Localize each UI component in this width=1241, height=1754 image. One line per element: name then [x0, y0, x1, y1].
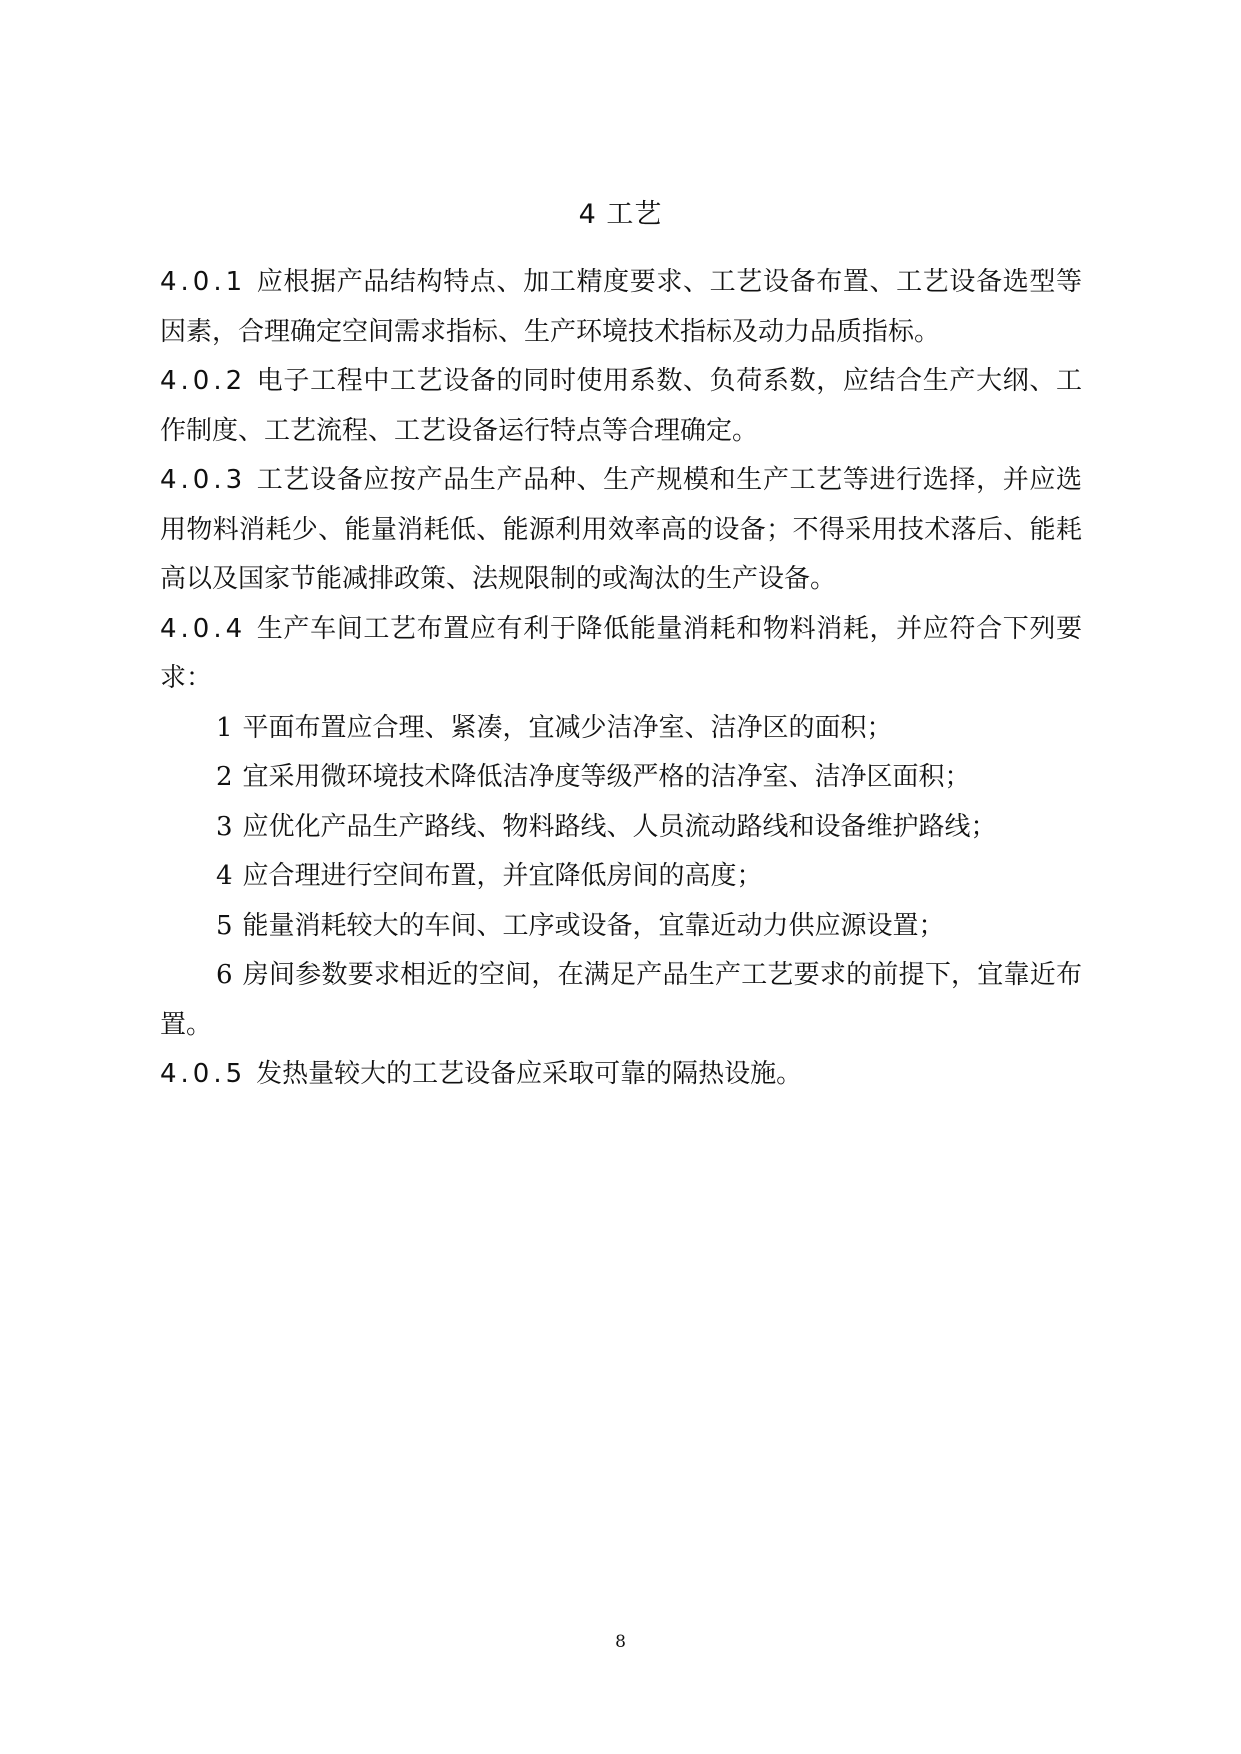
- chapter-body: [160, 258, 1082, 1100]
- list-item: [160, 951, 1082, 1050]
- list-item: [160, 852, 1082, 902]
- item-number: 2: [216, 762, 233, 792]
- clause-text: 发热量较大的工艺设备应采取可靠的隔热设施。: [256, 1059, 803, 1089]
- item-text: 应合理进行空间布置，并宜降低房间的高度；: [242, 861, 763, 891]
- clause-text: 工艺设备应按产品生产品种、生产规模和生产工艺等进行选择，并应选用物料消耗少、能量消耗低、能源利用效率高的设备；不得采用技术落后、能耗高以及国家节能减排政策、法规限制的或淘汰的生产设备。: [160, 465, 1082, 594]
- item-text: 宜采用微环境技术降低洁净度等级严格的洁净室、洁净区面积；: [242, 762, 971, 792]
- clause-number: 4.0.1: [160, 267, 247, 297]
- clause-4-0-2: [160, 357, 1082, 456]
- chapter-title: 4 工艺: [578, 199, 663, 230]
- item-number: 6: [216, 960, 233, 990]
- item-number: 3: [216, 811, 233, 842]
- clause-text: 电子工程中工艺设备的同时使用系数、负荷系数，应结合生产大纲、工作制度、工艺流程、工艺设备运行特点等合理确定。: [160, 366, 1082, 446]
- clause-4-0-3: [160, 456, 1082, 605]
- clause-number: 4.0.3: [160, 465, 247, 495]
- item-number: 4: [216, 861, 233, 891]
- clause-4-0-4: [160, 605, 1082, 704]
- list-item: [160, 902, 1082, 952]
- item-text: 能量消耗较大的车间、工序或设备，宜靠近动力供应源设置；: [242, 910, 945, 941]
- clause-number: 4.0.5: [160, 1059, 247, 1089]
- item-text: 房间参数要求相近的空间，在满足产品生产工艺要求的前提下，宜靠近布置。: [160, 960, 1082, 1040]
- item-number: 1: [216, 712, 233, 743]
- clause-4-0-5: [160, 1050, 1082, 1100]
- list-item: [160, 753, 1082, 803]
- item-text: 应优化产品生产路线、物料路线、人员流动路线和设备维护路线；: [242, 811, 997, 842]
- item-number: 5: [216, 910, 233, 941]
- item-text: 平面布置应合理、紧凑，宜减少洁净室、洁净区的面积；: [242, 712, 893, 743]
- list-item: [160, 803, 1082, 853]
- clause-number: 4.0.4: [160, 613, 247, 644]
- page-number: 8: [615, 1632, 626, 1652]
- clause-text: 应根据产品结构特点、加工精度要求、工艺设备布置、工艺设备选型等因素，合理确定空间需求指标、生产环境技术指标及动力品质指标。: [160, 267, 1082, 347]
- clause-number: 4.0.2: [160, 366, 247, 396]
- clause-4-0-1: [160, 258, 1082, 357]
- list-item: [160, 704, 1082, 754]
- clause-text: 生产车间工艺布置应有利于降低能量消耗和物料消耗，并应符合下列要求：: [160, 613, 1082, 693]
